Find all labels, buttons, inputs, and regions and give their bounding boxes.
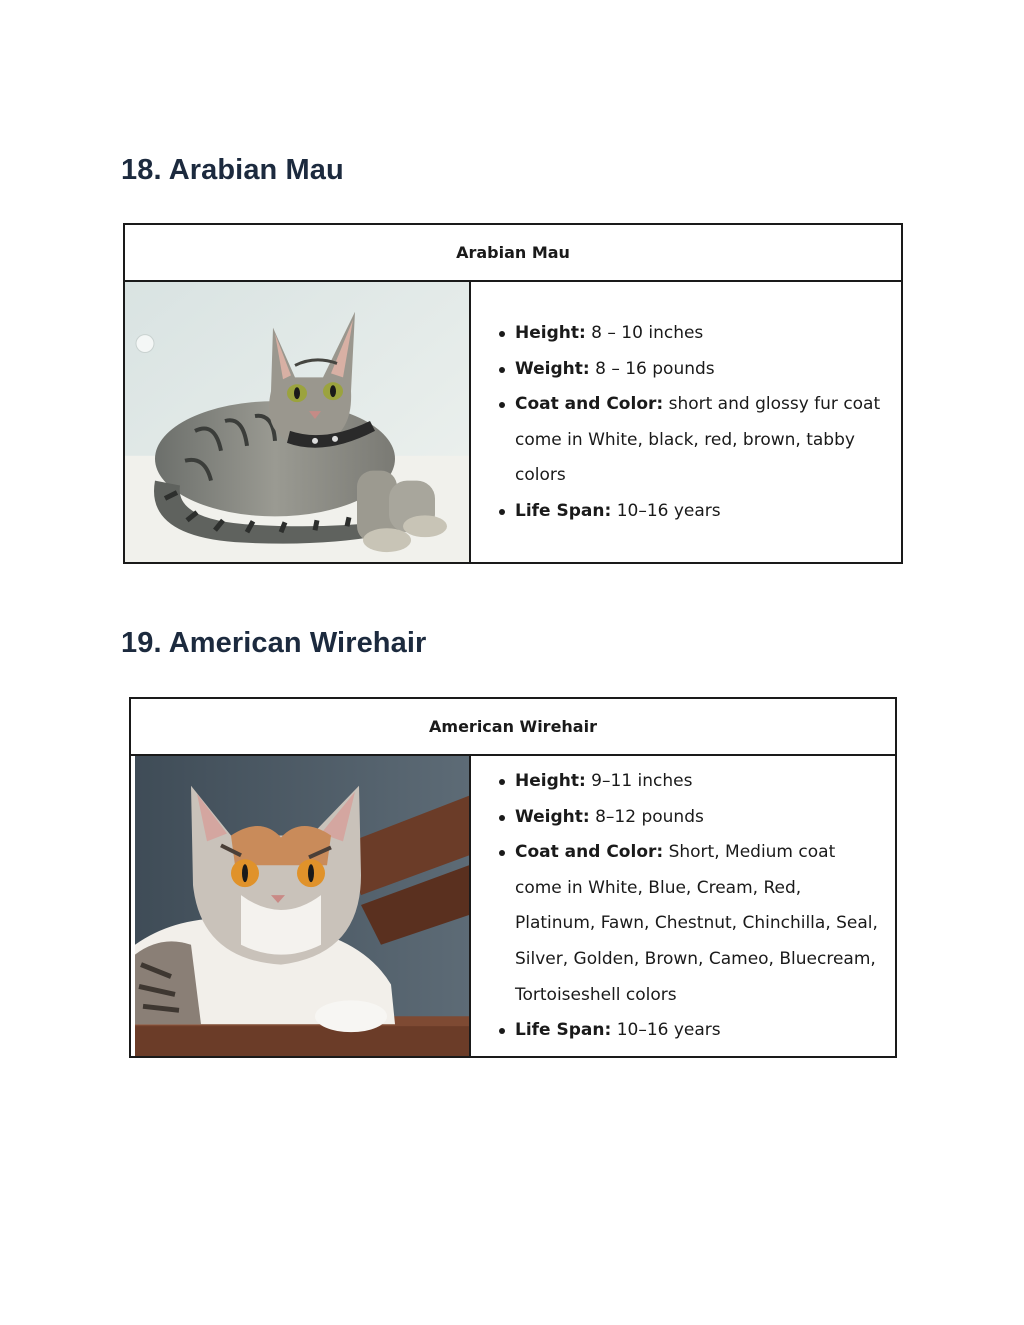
detail-value: 10–16 years [611, 1020, 721, 1041]
detail-label: Height: [515, 323, 586, 343]
detail-label: Coat and Color: [515, 394, 664, 415]
detail-value: 10–16 years [611, 500, 721, 521]
breed-card-arabian-mau [123, 223, 903, 564]
detail-label: Coat and Color: [515, 842, 664, 863]
breed-details [471, 756, 895, 1056]
detail-label: Height: [515, 771, 586, 791]
cat-illustration-arabian-mau [125, 282, 469, 562]
cat-photo-arabian-mau [125, 282, 471, 562]
detail-value: 8 – 16 pounds [589, 358, 715, 379]
detail-height [515, 764, 885, 800]
breed-card-american-wirehair [129, 697, 897, 1058]
detail-coat-color [515, 387, 881, 494]
detail-coat-color [515, 835, 885, 1013]
detail-value: short and glossy fur coat come in White, black, red, brown, tabby colors [515, 394, 881, 486]
card-title: Arabian Mau [125, 225, 901, 282]
detail-value: 8 – 10 inches [585, 323, 704, 343]
section-heading-arabian-mau: 18. Arabian Mau [121, 154, 344, 186]
cat-photo-american-wirehair [131, 756, 471, 1056]
detail-height [515, 316, 881, 352]
detail-label: Life Span: [515, 1020, 612, 1041]
breed-details-list [471, 756, 895, 1049]
cat-illustration-american-wirehair [131, 756, 469, 1056]
detail-value: 9–11 inches [585, 771, 693, 791]
breed-details-list [471, 282, 901, 530]
detail-label: Weight: [515, 806, 590, 827]
section-heading-american-wirehair: 19. American Wirehair [121, 627, 427, 659]
detail-life-span [515, 494, 881, 530]
detail-value: Short, Medium coat come in White, Blue, Cream, Red, Platinum, Fawn, Chestnut, Chinchilla, Seal, Silver, Golden, Brown, Cameo, Bluecream, Tortoiseshell colors [515, 842, 878, 1005]
card-title: American Wirehair [131, 699, 895, 756]
breed-details [471, 282, 901, 562]
detail-label: Weight: [515, 358, 590, 379]
detail-value: 8–12 pounds [589, 806, 704, 827]
detail-life-span [515, 1013, 885, 1049]
detail-weight [515, 800, 885, 836]
detail-weight [515, 352, 881, 388]
detail-label: Life Span: [515, 500, 612, 521]
